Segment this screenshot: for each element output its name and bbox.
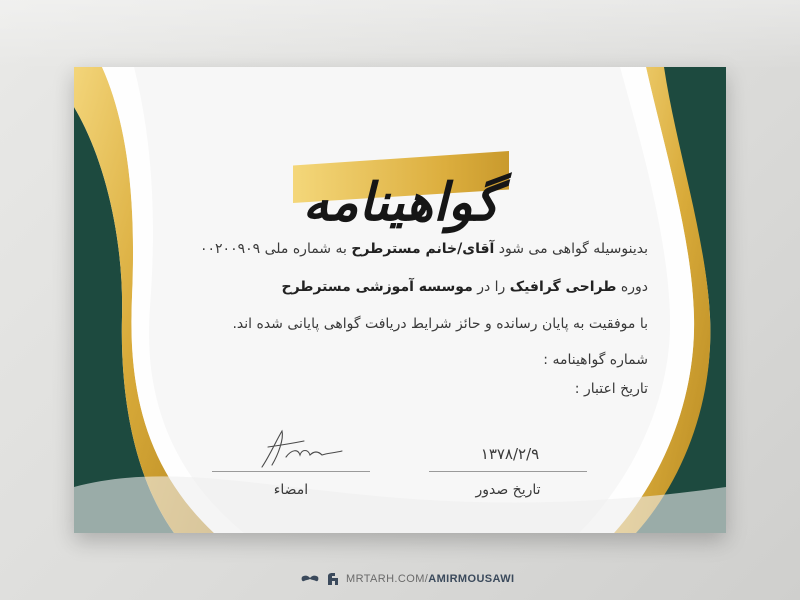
validity-date-label: تاریخ اعتبار : — [574, 381, 648, 397]
background-highlight — [0, 0, 800, 70]
certificate-content — [74, 67, 726, 533]
national-id: به شماره ملی ۰۰۲۰۰۹۰۹ — [199, 241, 352, 257]
certificate-title: گواهینامه — [302, 172, 500, 233]
signature-label: امضاء — [273, 482, 309, 498]
certificate-card — [74, 67, 726, 533]
statement-line-1 — [128, 241, 648, 257]
line2-mid: را در — [472, 279, 510, 295]
line1-prefix: بدینوسیله گواهی می شود — [494, 241, 648, 257]
statement-line-2 — [128, 279, 648, 295]
footer-handle: AMIRMOUSAWI — [428, 573, 515, 585]
institute-name: موسسه آموزشی مسترطرح — [281, 279, 473, 295]
issue-date-line — [429, 471, 587, 472]
logo-mark-icon — [326, 572, 340, 586]
certificate-number-label: شماره گواهینامه : — [543, 352, 648, 368]
recipient-name: آقای/خانم مسترطرح — [351, 241, 495, 257]
line2-prefix: دوره — [616, 279, 648, 295]
signature-line — [212, 471, 370, 472]
statement-line-3: با موفقیت به پایان رسانده و حائز شرایط دریافت گواهی پایانی شده اند. — [232, 316, 648, 332]
footer-credit — [300, 569, 515, 589]
issue-date-label: تاریخ صدور — [475, 482, 541, 498]
course-name: طراحی گرافیک — [509, 279, 617, 295]
signature-icon — [242, 427, 352, 471]
issue-date-value: ۱۳۷۸/۲/۹ — [480, 445, 540, 463]
footer-site: MRTARH.COM/AMIRMOUSAWI — [346, 573, 515, 585]
mustache-icon — [300, 574, 320, 584]
title-block — [293, 151, 509, 233]
